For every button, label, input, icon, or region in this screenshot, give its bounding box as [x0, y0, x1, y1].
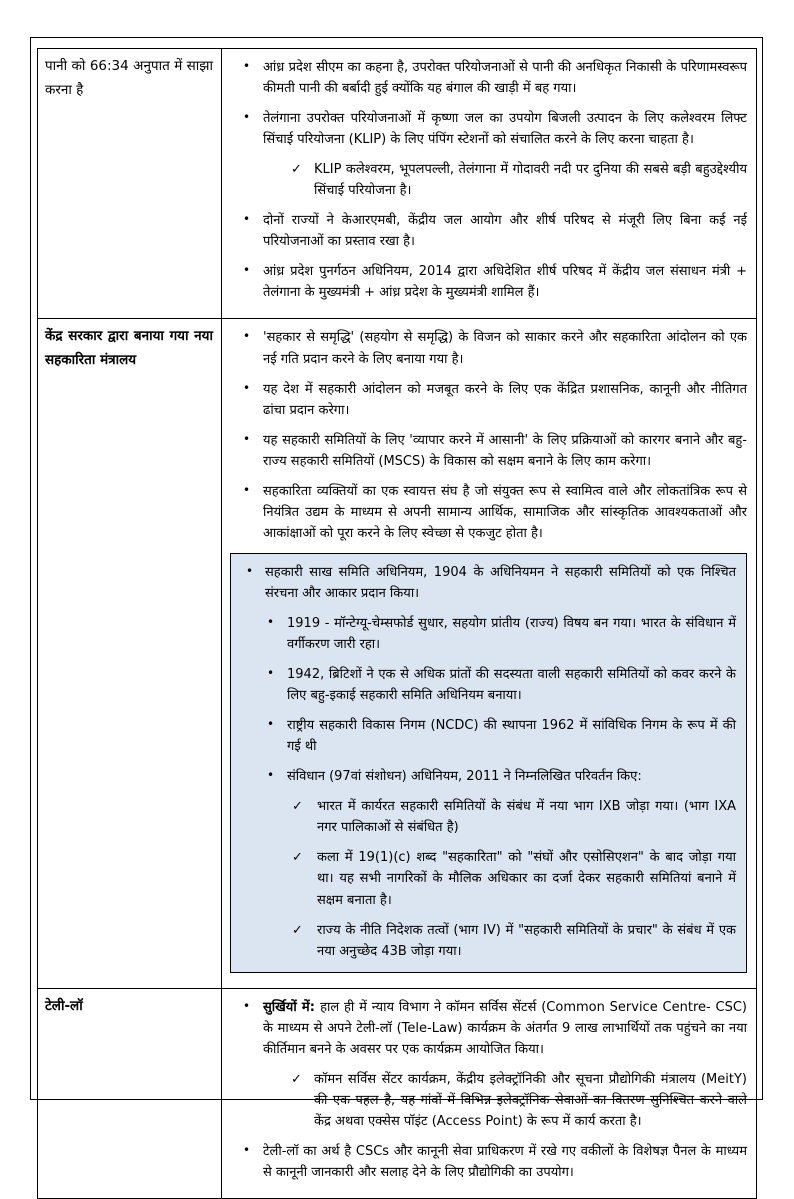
- list-item-text: आंध्र प्रदेश पुनर्गठन अधिनियम, 2014 द्वारा अधिदेशित शीर्ष परिषद में केंद्रीय जल संसाधन मंत्री + तेलंगाना के मुख्यमंत्री + आंध्र प्रदेश के मुख्यमंत्री शामिल हैं।: [263, 264, 747, 301]
- table-row: [38, 318, 756, 987]
- list-item: [230, 108, 747, 150]
- bullet-icon: •: [243, 431, 251, 446]
- list-item-text: यह देश में सहकारी आंदोलन को मजबूत करने के लिए एक केंद्रित प्रशासनिक, कानूनी और नीतिगत ढांचा प्रदान करेगा।: [263, 381, 747, 418]
- list-item-text: राष्ट्रीय सहकारी विकास निगम (NCDC) की स्थापना 1962 में सांविधिक निगम के रूप में की गई थी: [287, 718, 736, 755]
- list-item-text: हाल ही में न्याय विभाग ने कॉमन सर्विस सेंटर्स (Common Service Centre- CSC) के माध्यम से अपने टेली-लॉ (Tele-Law) कार्यक्रम के अंतर्गत 9 लाख लाभार्थियों तक पहुंचने का नया कीर्तिमान बनने के अवसर पर एक कार्यक्रम आयोजित किया।: [263, 999, 747, 1057]
- list-item-text: 'सहकार से समृद्धि' (सहयोग से समृद्धि) के विजन को साकार करने और सहकारिता आंदोलन को एक नई गति प्रदान करने के लिए बनाया गया है।: [263, 330, 747, 367]
- list-item: [239, 766, 736, 787]
- list-item-text: संविधान (97वां संशोधन) अधिनियम, 2011 ने निम्नलिखित परिवर्तन किए:: [287, 769, 642, 785]
- list-item-text: तेलंगाना उपरोक्त परियोजनाओं में कृष्णा जल का उपयोग बिजली उत्पादन के लिए कलेश्वरम लिफ्ट सिंचाई परियोजना (KLIP) के लिए पंपिंग स्टेशनों को संचालित करने के लिए करना चाहता है।: [263, 111, 747, 148]
- list-item: [230, 481, 747, 544]
- list-item: [230, 1141, 747, 1183]
- list-item-text: सहकारिता व्यक्तियों का एक स्वायत्त संघ है जो संयुक्त रूप से स्वामित्व वाले और लोकतांत्रिक रूप से नियंत्रित उद्यम के माध्यम से अपनी सामान्य आर्थिक, सामाजिक और सांस्कृतिक आवश्यकताओं और आकांक्षाओं को पूरा करने के लिए स्वेच्छा से एकजुट होता है।: [263, 483, 747, 541]
- list-item: [239, 715, 736, 757]
- list-item: [239, 920, 736, 962]
- list-item-text: 1919 - मॉन्टेग्यू-चेम्सफोर्ड सुधार, सहयोग प्रांतीय (राज्य) विषय बन गया। भारत के संविधान में वर्गीकरण जारी रहा।: [287, 615, 736, 653]
- list-item-text: राज्य के नीति निदेशक तत्वों (भाग IV) में "सहकारी समितियों के प्रचार" के संबंध में एक नया अनुच्छेद 43B जोड़ा गया।: [317, 922, 736, 959]
- bullet-icon: •: [243, 380, 251, 395]
- topic-text: टेली-लॉ: [45, 997, 83, 1014]
- bullet-icon: •: [243, 482, 251, 497]
- topic-text: पानी को 66:34 अनुपात में साझा करना है: [45, 58, 213, 98]
- checkmark-icon: ✓: [292, 850, 303, 866]
- bullet-icon: •: [246, 563, 254, 578]
- checkmark-icon: ✓: [291, 162, 302, 178]
- list-item-text: दोनों राज्यों ने केआरएमबी, केंद्रीय जल आयोग और शीर्ष परिषद से मंजूरी लिए बिना कई नई परियोजनाओं का प्रस्ताव रखा है।: [263, 213, 747, 250]
- list-item: [239, 562, 736, 604]
- bullet-icon: •: [243, 110, 251, 125]
- bullet-icon: •: [267, 666, 275, 681]
- list-item-text: यह सहकारी समितियों के लिए 'व्यापार करने में आसानी' के लिए प्रक्रियाओं को कारगर बनाने और बहु-राज्य सहकारी समितियों (MSCS) के विकास को सक्षम बनाने के लिए काम करेगा।: [263, 432, 747, 469]
- row-details: [222, 989, 756, 1198]
- bullet-icon: •: [243, 998, 251, 1013]
- list-item: [230, 159, 747, 201]
- list-item-text: टेली-लॉ का अर्थ है CSCs और कानूनी सेवा प्राधिकरण में रखे गए वकीलों के विशेषज्ञ पैनल के माध्यम से कानूनी जानकारी और सलाह देने के लिए प्रौद्योगिकी का उपयोग।: [263, 1143, 747, 1180]
- bullet-icon: •: [243, 1142, 251, 1157]
- row-topic: [38, 989, 222, 1198]
- bullet-icon: •: [243, 212, 251, 227]
- checkmark-icon: ✓: [291, 1071, 302, 1087]
- list-item-text: कॉमन सर्विस सेंटर कार्यक्रम, केंद्रीय इलेक्ट्रॉनिकी और सूचना प्रौद्योगिकी मंत्रालय (MeitY) की एक पहल है, यह गांवों में विभिन्न इलेक्ट्रॉनिक सेवाओं का वितरण सुनिश्चित करने वाले केंद्र अथवा एक्सेस पॉइंट (Access Point) के रूप में कार्य करता है।: [314, 1071, 747, 1129]
- highlight-box: [230, 553, 747, 973]
- bullet-icon: •: [243, 329, 251, 344]
- bullet-icon: •: [267, 768, 275, 783]
- row-details: [222, 319, 756, 987]
- row-topic: [38, 319, 222, 987]
- list-item: [230, 430, 747, 472]
- list-item-lead: सुर्खियों में:: [263, 999, 321, 1015]
- bullet-icon: •: [267, 614, 275, 629]
- bullet-icon: •: [243, 59, 251, 73]
- list-item-text: भारत में कार्यरत सहकारी समितियों के संबंध में नया भाग IXB जोड़ा गया। (भाग IXA नगर पालिकाओं से संबंधित है): [317, 799, 736, 836]
- list-item: [230, 997, 747, 1060]
- list-item: [230, 327, 747, 369]
- row-topic: [38, 49, 222, 318]
- table-row: [38, 988, 756, 1198]
- checkmark-icon: ✓: [292, 799, 303, 815]
- checkmark-icon: ✓: [292, 922, 303, 938]
- topic-text: केंद्र सरकार द्वारा बनाया गया नया सहकारिता मंत्रालय: [45, 328, 213, 369]
- row-details: [222, 49, 756, 318]
- list-item-text: आंध्र प्रदेश सीएम का कहना है, उपरोक्त परियोजनाओं से पानी की अनधिकृत निकासी के परिणामस्वरूप कीमती पानी की बर्बादी हुई क्योंकि यह बंगाल की खाड़ी में बह गया।: [263, 60, 747, 97]
- list-item: [239, 664, 736, 706]
- table-row: [38, 49, 756, 318]
- list-item: [230, 1069, 747, 1132]
- list-item: [230, 379, 747, 421]
- list-item: [239, 613, 736, 655]
- list-item-text: 1942, ब्रिटिशों ने एक से अधिक प्रांतों की सदस्यता वाली सहकारी समितियों को कवर करने के लिए बहु-इकाई सहकारी समिति अधिनियम बनाया।: [287, 667, 736, 704]
- list-item-text: कला में 19(1)(c) शब्द "सहकारिता" को "संघों और एसोसिएशन" के बाद जोड़ा गया था। यह सभी नागरिकों के मौलिक अधिकार का दर्जा देकर सहकारी समितियां बनाने में सक्षम बनाता है।: [317, 850, 736, 908]
- list-item: [230, 210, 747, 252]
- list-item: [230, 57, 747, 99]
- list-item: [239, 796, 736, 838]
- notes-table: [37, 48, 757, 1199]
- bullet-icon: •: [243, 263, 251, 278]
- bullet-icon: •: [267, 717, 275, 732]
- list-item-text: सहकारी साख समिति अधिनियम, 1904 के अधिनियमन ने सहकारी समितियों को एक निश्चित संरचना और आकार प्रदान किया।: [265, 564, 736, 601]
- list-item-text: KLIP कलेश्वरम, भूपलपल्ली, तेलंगाना में गोदावरी नदी पर दुनिया की सबसे बड़ी बहुउद्देश्यीय सिंचाई परियोजना है।: [314, 162, 747, 199]
- list-item: [230, 261, 747, 303]
- list-item: [239, 847, 736, 910]
